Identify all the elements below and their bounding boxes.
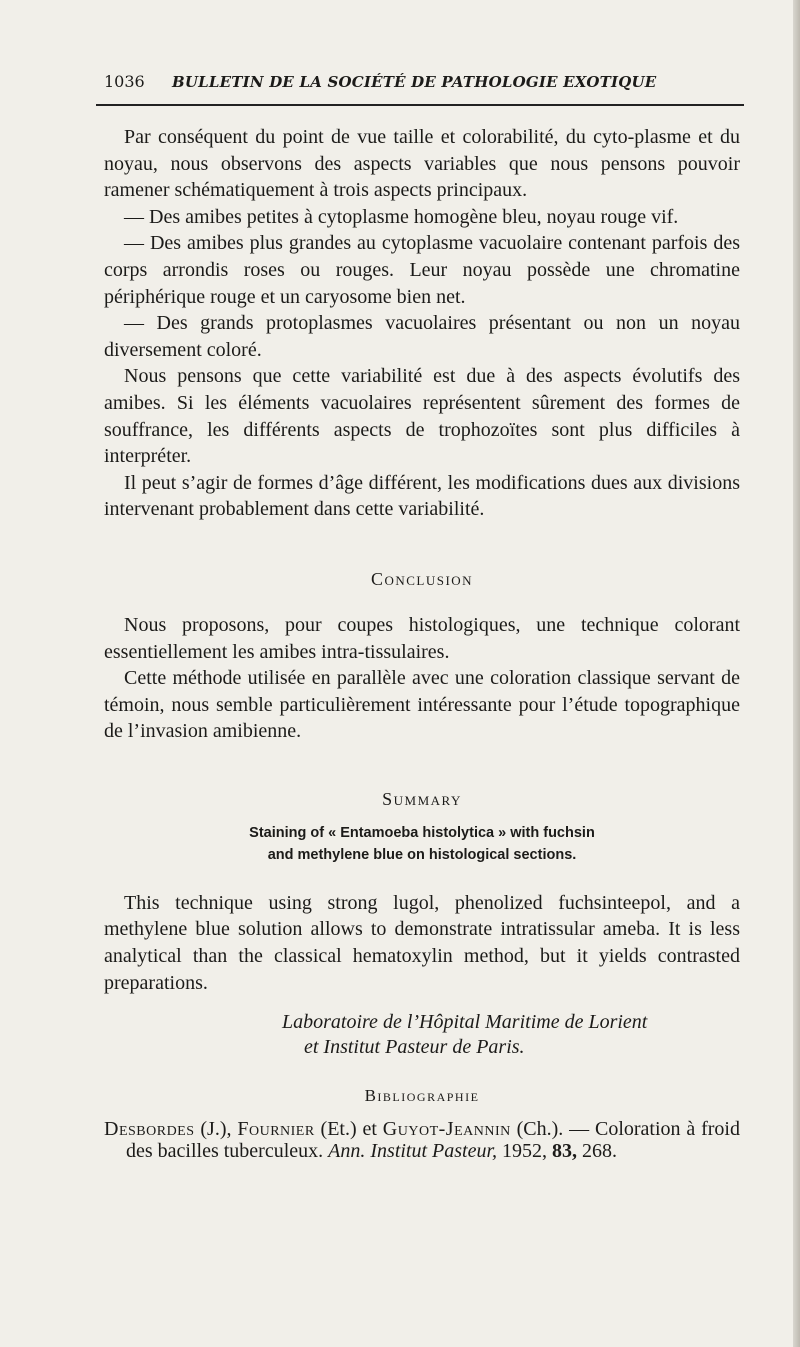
paragraph: Cette méthode utilisée en parallèle avec une coloration classique servant de témoin, nous semble particulièrement intéressante pour l’étude topographique de l’invasion amibienne. xyxy=(104,667,740,743)
ref-volume: 83, xyxy=(552,1140,578,1163)
affiliation-line: Laboratoire de l’Hôpital Maritime de Lorient xyxy=(282,1011,648,1034)
summary-title xyxy=(104,822,740,866)
ref-author: Desbordes xyxy=(104,1118,195,1141)
ref-initials: (Et.) et xyxy=(320,1118,377,1141)
paragraph: — Des grands protoplasmes vacuolaires présentant ou non un noyau diversement coloré. xyxy=(104,312,740,361)
paragraph: Par conséquent du point de vue taille et colorabilité, du cyto-plasme et du noyau, nous observons des aspects variables que nous pensons pouvoir ramener schématiquement à trois aspects principaux. xyxy=(104,126,740,202)
ref-title: (Ch.). — Coloration à froid des bacilles tuberculeux. xyxy=(126,1118,740,1163)
affiliation xyxy=(104,1010,740,1060)
summary-text: This technique using strong lugol, phenolized fuchsinteepol, and a methylene blue solution allows to demonstrate intratissular ameba. It is less analytical than the classical hematoxylin method, but it yields contrasted preparations. xyxy=(104,891,740,994)
document-page xyxy=(104,72,740,1162)
page-edge xyxy=(793,0,800,1347)
paragraph: Nous proposons, pour coupes histologiques, une technique colorant essentiellement les amibes intra-tissulaires. xyxy=(104,613,740,663)
conclusion-section xyxy=(104,612,740,745)
ref-pages: 268. xyxy=(582,1140,618,1163)
affiliation-line: et Institut Pasteur de Paris. xyxy=(304,1036,525,1059)
ref-year: 1952, xyxy=(502,1140,548,1163)
summary-section xyxy=(104,890,740,996)
header-rule xyxy=(96,104,744,106)
paragraph: — Des amibes plus grandes au cytoplasme vacuolaire contenant parfois des corps arrondis roses ou rouges. Leur noyau possède une chromatine périphérique rouge et un caryosome bien net. xyxy=(104,232,740,308)
summary-heading: Summary xyxy=(382,788,462,809)
running-title: BULLETIN DE LA SOCIÉTÉ DE PATHOLOGIE EXOTIQUE xyxy=(172,73,657,91)
conclusion-heading: Conclusion xyxy=(370,568,474,589)
ref-initials: (J.), xyxy=(200,1118,232,1141)
page-header xyxy=(104,72,740,98)
summary-title-line: and methylene blue on histological sections. xyxy=(267,846,577,863)
bibliography-heading: Bibliographie xyxy=(364,1086,480,1106)
ref-author: Fournier xyxy=(237,1118,315,1141)
paragraph: Nous pensons que cette variabilité est due à des aspects évolutifs des amibes. Si les éléments vacuolaires représentent sûrement des formes de souffrance, les différents aspects de trophozoïtes sont plus difficiles à interpréter. xyxy=(104,365,740,468)
paragraph: Il peut s’agir de formes d’âge différent, les modifications dues aux divisions intervenant probablement dans cette variabilité. xyxy=(104,471,740,521)
ref-author: Guyot-Jeannin xyxy=(382,1118,511,1141)
page-number: 1036 xyxy=(104,72,145,91)
ref-journal: Ann. Institut Pasteur, xyxy=(328,1140,498,1163)
reference-entry xyxy=(104,1118,740,1162)
paragraph: — Des amibes petites à cytoplasme homogène bleu, noyau rouge vif. xyxy=(124,205,679,228)
intro-section xyxy=(104,124,740,523)
summary-title-line: Staining of « Entamoeba histolytica » with fuchsin xyxy=(249,824,595,841)
